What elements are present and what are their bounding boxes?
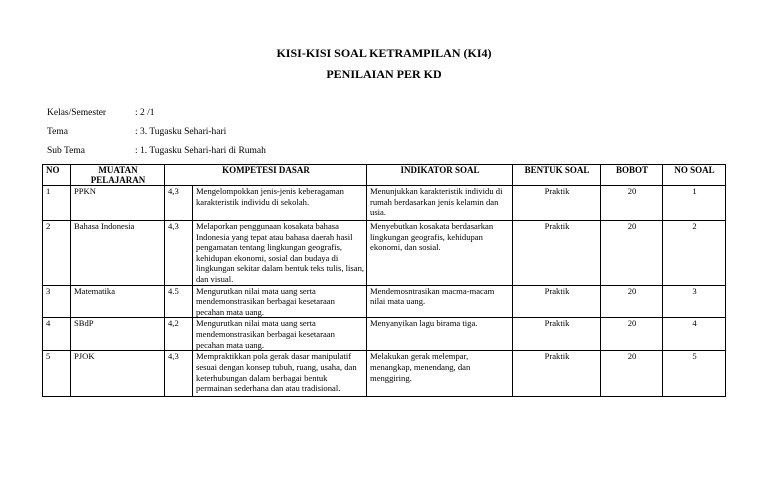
header-no-soal: NO SOAL xyxy=(663,165,726,186)
meta-sub-tema xyxy=(47,146,266,156)
cell-no-soal: 3 xyxy=(663,285,726,318)
cell-muatan: PJOK xyxy=(71,351,165,397)
cell-no-soal: 5 xyxy=(663,351,726,397)
cell-muatan: SBdP xyxy=(71,318,165,351)
cell-indikator: Mendemosntrasikan macma-macam nilai mata uang. xyxy=(367,285,513,318)
cell-kd-number: 4.5 xyxy=(165,285,193,318)
kisi-kisi-table xyxy=(42,164,726,397)
cell-no: 1 xyxy=(43,186,71,221)
cell-kompetensi-dasar: Mengurutkan nilai mata uang serta mendemonstrasikan berbagai kesetaraan pecahan mata uang. xyxy=(193,318,367,351)
cell-kd-number: 4,2 xyxy=(165,318,193,351)
cell-kompetensi-dasar: Mempraktikkan pola gerak dasar manipulatif sesuai dengan konsep tubuh, ruang, usaha, dan keterhubungan dalam berbagai bentuk permainan sederhana dan atau tradisional. xyxy=(193,351,367,397)
cell-bentuk-soal: Praktik xyxy=(513,318,601,351)
cell-kompetensi-dasar: Melaporkan penggunaan kosakata bahasa Indonesia yang tepat atau bahasa daerah hasil pengamatan tentang lingkungan geografis, kehidupan ekonomi, sosial dan budaya di lingkungan sekitar dalam bentuk teks tulis, lisan, dan visual. xyxy=(193,221,367,286)
cell-indikator: Menyebutkan kosakata berdasarkan lingkungan geografis, kehidupan ekonomi, dan sosial. xyxy=(367,221,513,286)
cell-bobot: 20 xyxy=(601,186,663,221)
cell-no: 2 xyxy=(43,221,71,286)
cell-bentuk-soal: Praktik xyxy=(513,221,601,286)
table-row xyxy=(43,351,726,397)
cell-muatan: PPKN xyxy=(71,186,165,221)
cell-no: 3 xyxy=(43,285,71,318)
header-muatan-pelajaran: MUATAN PELAJARAN xyxy=(71,165,165,186)
cell-muatan: Matematika xyxy=(71,285,165,318)
cell-bobot: 20 xyxy=(601,221,663,286)
table-row xyxy=(43,186,726,221)
table-row xyxy=(43,285,726,318)
header-indikator-soal: INDIKATOR SOAL xyxy=(367,165,513,186)
cell-bentuk-soal: Praktik xyxy=(513,285,601,318)
table-header-row xyxy=(43,165,726,186)
meta-kelas-semester xyxy=(47,108,155,118)
cell-bobot: 20 xyxy=(601,318,663,351)
meta-label: Tema xyxy=(47,127,68,137)
meta-tema xyxy=(47,127,226,137)
cell-kompetensi-dasar: Mengelompokkan jenis-jenis keberagaman karakteristik individu di sekolah. xyxy=(193,186,367,221)
meta-label: Kelas/Semester xyxy=(47,108,107,118)
cell-kd-number: 4,3 xyxy=(165,221,193,286)
cell-indikator: Menunjukkan karakteristik individu di rumah berdasarkan jenis kelamin dan usia. xyxy=(367,186,513,221)
cell-no-soal: 2 xyxy=(663,221,726,286)
table-row xyxy=(43,221,726,286)
cell-indikator: Menyanyikan lagu birama tiga. xyxy=(367,318,513,351)
meta-value: : 2 /1 xyxy=(135,108,155,118)
document-title: KISI-KISI SOAL KETRAMPILAN (KI4) xyxy=(276,46,492,60)
cell-kompetensi-dasar: Mengurutkan nilai mata uang serta mendemonstrasikan berbagai kesetaraan pecahan mata uang. xyxy=(193,285,367,318)
header-bentuk-soal: BENTUK SOAL xyxy=(513,165,601,186)
cell-bobot: 20 xyxy=(601,285,663,318)
header-no: NO xyxy=(43,165,71,186)
header-bobot: BOBOT xyxy=(601,165,663,186)
cell-indikator: Melakukan gerak melempar, menangkap, menendang, dan menggiring. xyxy=(367,351,513,397)
cell-no-soal: 4 xyxy=(663,318,726,351)
cell-bentuk-soal: Praktik xyxy=(513,351,601,397)
meta-label: Sub Tema xyxy=(47,146,85,156)
cell-no: 5 xyxy=(43,351,71,397)
cell-bentuk-soal: Praktik xyxy=(513,186,601,221)
cell-no-soal: 1 xyxy=(663,186,726,221)
cell-muatan: Bahasa Indonesia xyxy=(71,221,165,286)
cell-no: 4 xyxy=(43,318,71,351)
meta-value: : 3. Tugasku Sehari-hari xyxy=(135,127,227,137)
cell-kd-number: 4,3 xyxy=(165,351,193,397)
header-kompetensi-dasar: KOMPETESI DASAR xyxy=(165,165,367,186)
cell-kd-number: 4,3 xyxy=(165,186,193,221)
meta-value: : 1. Tugasku Sehari-hari di Rumah xyxy=(135,146,266,156)
cell-bobot: 20 xyxy=(601,351,663,397)
table-row xyxy=(43,318,726,351)
document-subtitle: PENILAIAN PER KD xyxy=(326,67,442,81)
